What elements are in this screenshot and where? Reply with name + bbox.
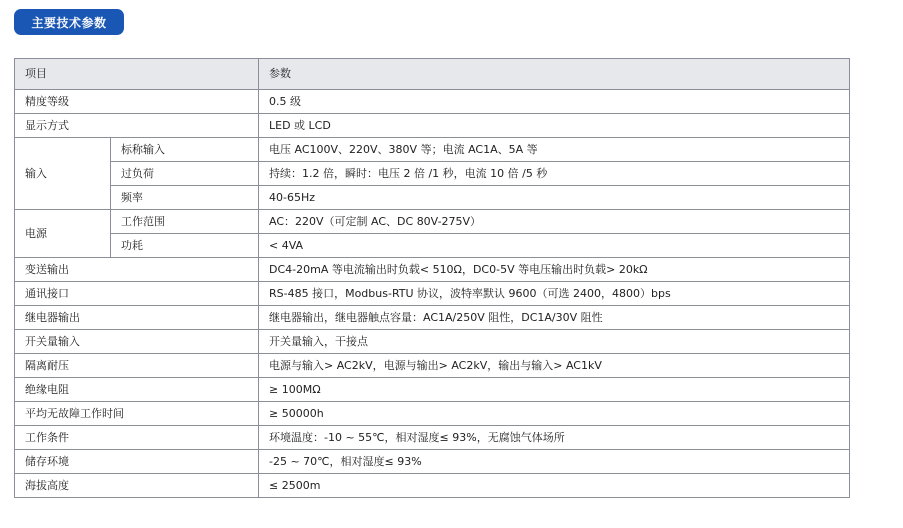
row-item: 显示方式: [15, 114, 259, 138]
table-row: [15, 186, 850, 210]
table-row: [15, 282, 850, 306]
table-row: [15, 354, 850, 378]
table-row: [15, 138, 850, 162]
row-value: 环境温度：-10 ~ 55℃，相对湿度≤ 93%，无腐蚀气体场所: [259, 426, 850, 450]
row-item: 继电器输出: [15, 306, 259, 330]
section-title-badge: [14, 9, 124, 35]
row-group: 输入: [15, 138, 111, 210]
table-row: [15, 258, 850, 282]
row-item: 变送输出: [15, 258, 259, 282]
row-value: -25 ~ 70℃，相对湿度≤ 93%: [259, 450, 850, 474]
table-row: [15, 162, 850, 186]
row-value: ≤ 2500m: [259, 474, 850, 498]
row-value: DC4-20mA 等电流输出时负载< 510Ω，DC0-5V 等电压输出时负载> 20kΩ: [259, 258, 850, 282]
header-item: 项目: [15, 59, 259, 90]
row-value: < 4VA: [259, 234, 850, 258]
header-param: 参数: [259, 59, 850, 90]
table-row: [15, 90, 850, 114]
row-item: 隔离耐压: [15, 354, 259, 378]
row-subitem: 过负荷: [111, 162, 259, 186]
table-row: [15, 306, 850, 330]
row-value: 0.5 级: [259, 90, 850, 114]
row-value: 持续：1.2 倍，瞬时：电压 2 倍 /1 秒，电流 10 倍 /5 秒: [259, 162, 850, 186]
row-value: 40-65Hz: [259, 186, 850, 210]
row-item: 海拔高度: [15, 474, 259, 498]
row-item: 平均无故障工作时间: [15, 402, 259, 426]
row-item: 精度等级: [15, 90, 259, 114]
row-value: 电源与输入> AC2kV，电源与输出> AC2kV，输出与输入> AC1kV: [259, 354, 850, 378]
row-value: 开关量输入，干接点: [259, 330, 850, 354]
row-value: ≥ 50000h: [259, 402, 850, 426]
section-title: 主要技术参数: [31, 15, 107, 30]
row-subitem: 频率: [111, 186, 259, 210]
row-subitem: 工作范围: [111, 210, 259, 234]
row-item: 绝缘电阻: [15, 378, 259, 402]
row-value: LED 或 LCD: [259, 114, 850, 138]
row-value: AC：220V（可定制 AC、DC 80V-275V）: [259, 210, 850, 234]
table-row: [15, 114, 850, 138]
table-row: [15, 450, 850, 474]
row-value: 电压 AC100V、220V、380V 等；电流 AC1A、5A 等: [259, 138, 850, 162]
row-subitem: 标称输入: [111, 138, 259, 162]
row-value: ≥ 100MΩ: [259, 378, 850, 402]
row-value: RS-485 接口，Modbus-RTU 协议，波特率默认 9600（可选 2400，4800）bps: [259, 282, 850, 306]
table-row: [15, 474, 850, 498]
row-item: 储存环境: [15, 450, 259, 474]
row-item: 开关量输入: [15, 330, 259, 354]
table-header-row: [15, 59, 850, 90]
table-row: [15, 402, 850, 426]
row-item: 工作条件: [15, 426, 259, 450]
table-row: [15, 378, 850, 402]
table-row: [15, 426, 850, 450]
row-value: 继电器输出，继电器触点容量：AC1A/250V 阻性，DC1A/30V 阻性: [259, 306, 850, 330]
spec-table: [14, 58, 850, 498]
table-row: [15, 210, 850, 234]
row-group: 电源: [15, 210, 111, 258]
table-row: [15, 330, 850, 354]
row-subitem: 功耗: [111, 234, 259, 258]
table-row: [15, 234, 850, 258]
row-item: 通讯接口: [15, 282, 259, 306]
